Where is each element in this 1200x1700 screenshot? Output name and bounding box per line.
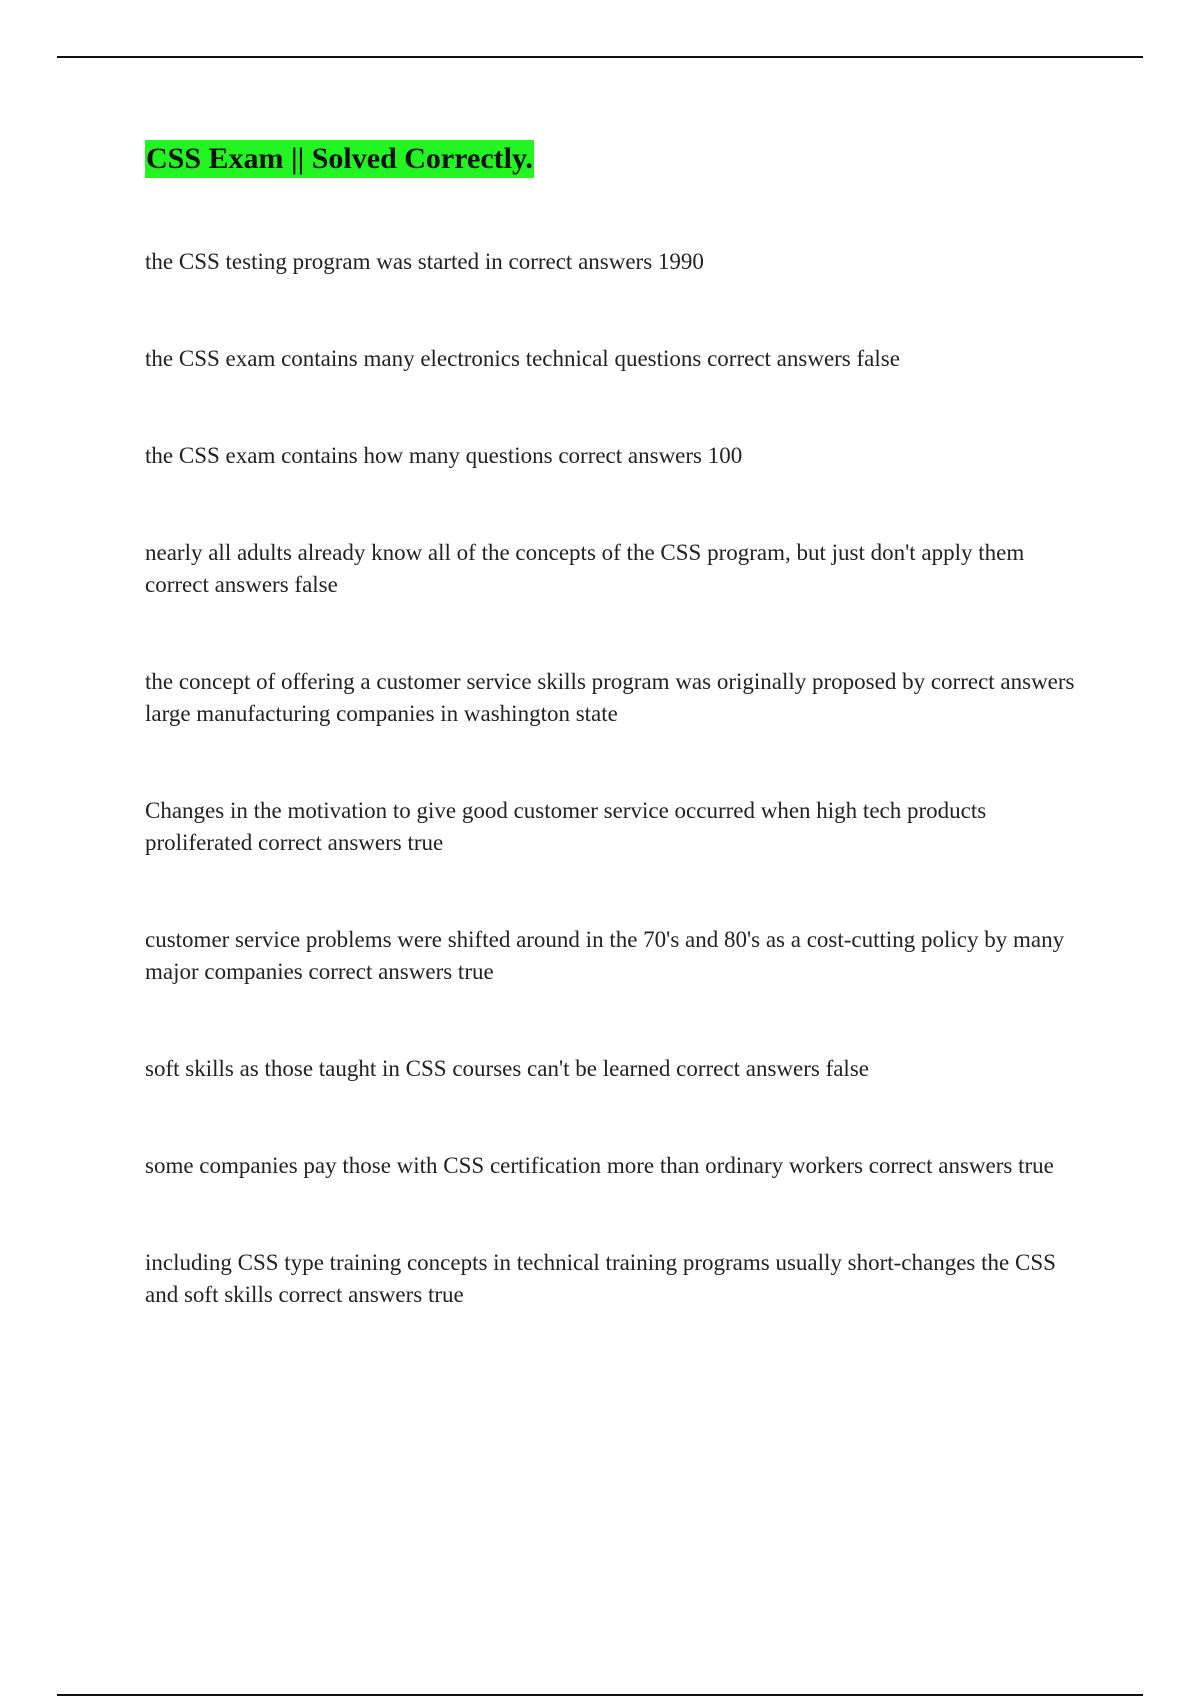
qa-item-1: the CSS testing program was started in correct answers 1990 — [145, 249, 704, 274]
footer-rule — [57, 1694, 1143, 1696]
qa-list — [145, 246, 1075, 1311]
qa-item-9: some companies pay those with CSS certification more than ordinary workers correct answers true — [145, 1153, 1054, 1178]
qa-item-4: nearly all adults already know all of the concepts of the CSS program, but just don't apply them correct answers false — [145, 540, 1025, 597]
qa-item-7: customer service problems were shifted around in the 70's and 80's as a cost-cutting policy by many major companies correct answers true — [145, 927, 1065, 984]
qa-item-3: the CSS exam contains how many questions correct answers 100 — [145, 443, 743, 468]
qa-item-5: the concept of offering a customer service skills program was originally proposed by correct answers large manufacturing companies in washington state — [145, 669, 1075, 726]
document-body — [145, 140, 1075, 1376]
document-title: CSS Exam || Solved Correctly. — [145, 140, 534, 178]
qa-item-8: soft skills as those taught in CSS courses can't be learned correct answers false — [145, 1056, 869, 1081]
qa-item-2: the CSS exam contains many electronics technical questions correct answers false — [145, 346, 900, 371]
qa-item-10: including CSS type training concepts in technical training programs usually short-changes the CSS and soft skills correct answers true — [145, 1250, 1056, 1307]
header-rule — [57, 56, 1143, 58]
qa-item-6: Changes in the motivation to give good customer service occurred when high tech products proliferated correct answers true — [145, 798, 987, 855]
